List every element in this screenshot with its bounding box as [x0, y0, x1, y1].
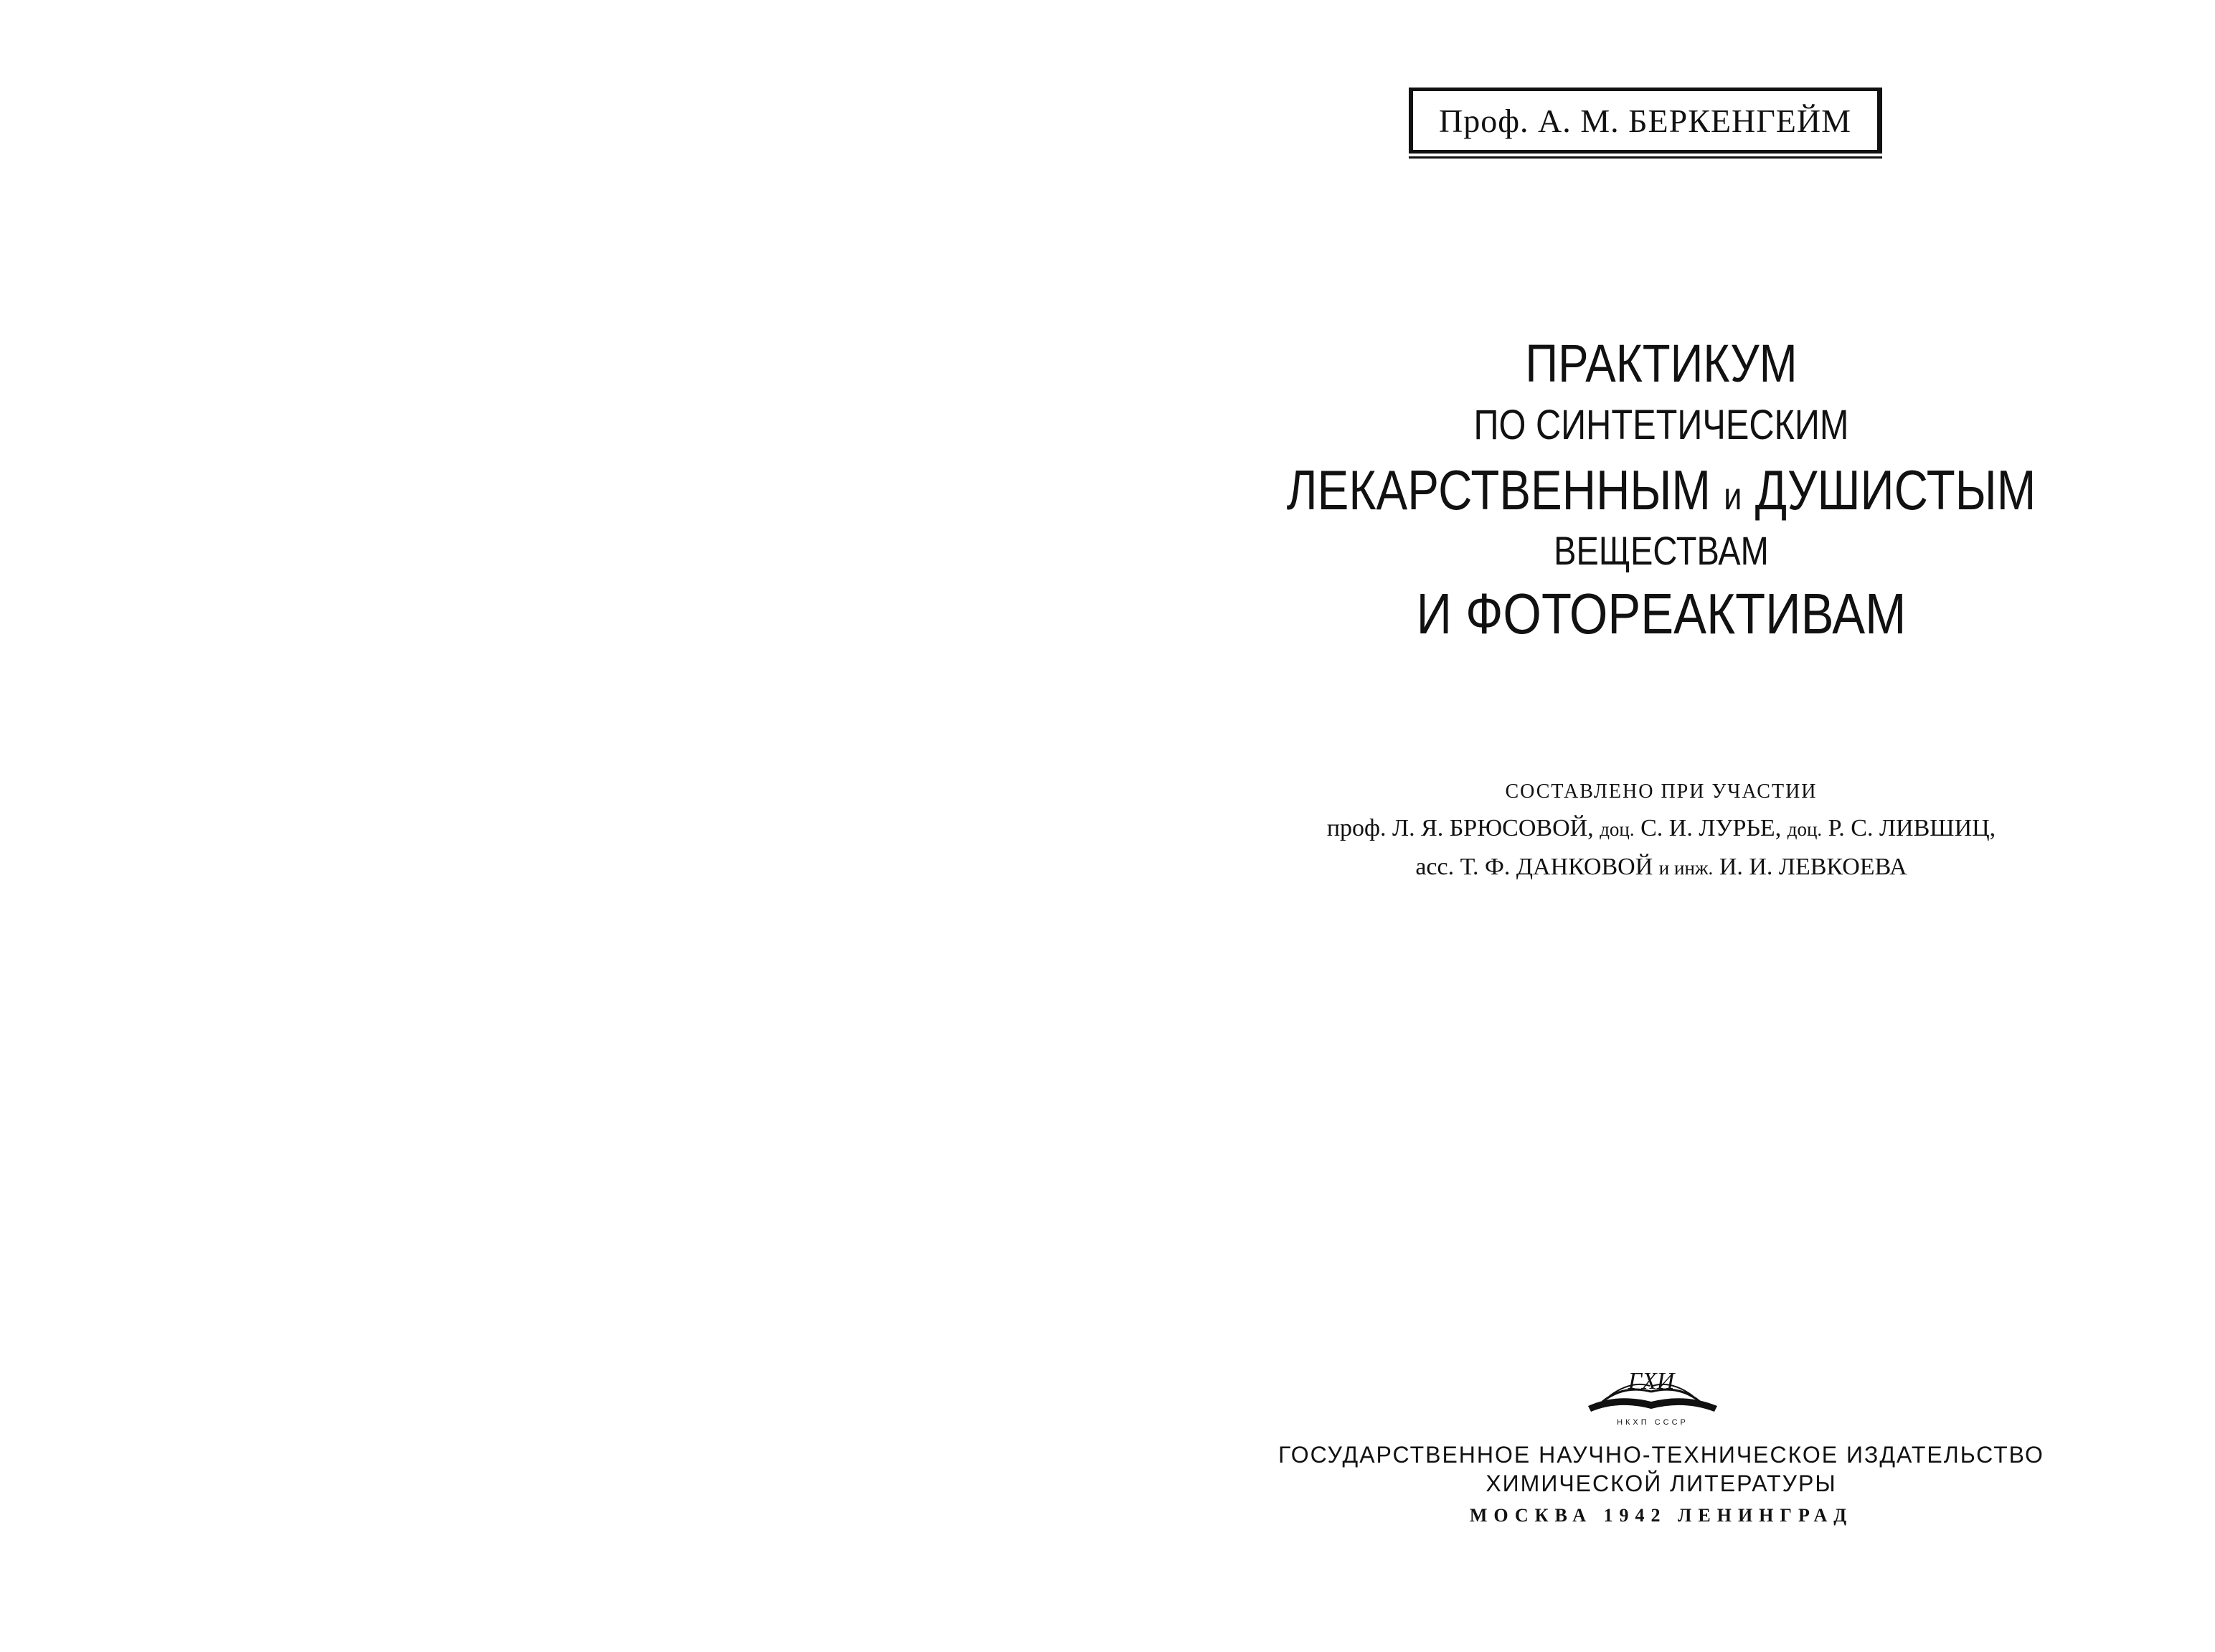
publication-city-year: МОСКВА 1942 ЛЕНИНГРАД	[1469, 1505, 1853, 1526]
book-title	[1108, 334, 2215, 646]
contributor-title: проф.	[1326, 815, 1387, 841]
title-line-1: ПРАКТИКУМ	[1525, 334, 1798, 393]
title-line-2: ПО СИНТЕТИЧЕСКИМ	[1473, 402, 1849, 448]
contributors-line-1	[1108, 815, 2215, 842]
contributor-name: Т. Ф. ДАНКОВОЙ	[1460, 854, 1653, 880]
contributor-name: Л. Я. БРЮСОВОЙ,	[1392, 815, 1594, 841]
title-line-4: ВЕЩЕСТВАМ	[1554, 528, 1769, 573]
publisher-name-line-1: ГОСУДАРСТВЕННОЕ НАУЧНО-ТЕХНИЧЕСКОЕ ИЗДАТЕЛЬСТВО	[1278, 1442, 2044, 1468]
contributor-title: и инж.	[1658, 857, 1714, 879]
title-conjunction: и	[1724, 475, 1742, 518]
contributors-heading: СОСТАВЛЕНО ПРИ УЧАСТИИ	[1505, 780, 1818, 803]
title-line-3	[1196, 458, 2127, 521]
title-page	[1108, 0, 2215, 1652]
title-word-aromatic: ДУШИСТЫМ	[1754, 458, 2036, 521]
contributor-title: доц.	[1600, 818, 1635, 840]
contributor-name: Р. С. ЛИВШИЦ,	[1828, 815, 1996, 841]
contributor-title: доц.	[1787, 818, 1823, 840]
publisher-imprint	[1108, 1440, 2215, 1526]
contributors-line-2	[1108, 854, 2215, 881]
title-line-5: И ФОТОРЕАКТИВАМ	[1416, 582, 1907, 646]
author-name: Проф. А. М. БЕРКЕНГЕЙМ	[1438, 102, 1852, 139]
contributor-name: И. И. ЛЕВКОЕВА	[1719, 854, 1907, 880]
publisher-name-line-2: ХИМИЧЕСКОЙ ЛИТЕРАТУРЫ	[1486, 1471, 1837, 1496]
contributors	[1108, 780, 2215, 881]
svg-text:НКХП СССР: НКХП СССР	[1617, 1418, 1689, 1427]
title-word-medicinal: ЛЕКАРСТВЕННЫМ	[1286, 458, 1711, 521]
publisher-logo-icon	[1574, 1356, 1732, 1427]
author-box	[1409, 88, 1882, 154]
contributor-name: С. И. ЛУРЬЕ,	[1640, 815, 1782, 841]
contributor-title: асс.	[1415, 854, 1455, 880]
svg-text:ГХИ: ГХИ	[1628, 1368, 1675, 1394]
